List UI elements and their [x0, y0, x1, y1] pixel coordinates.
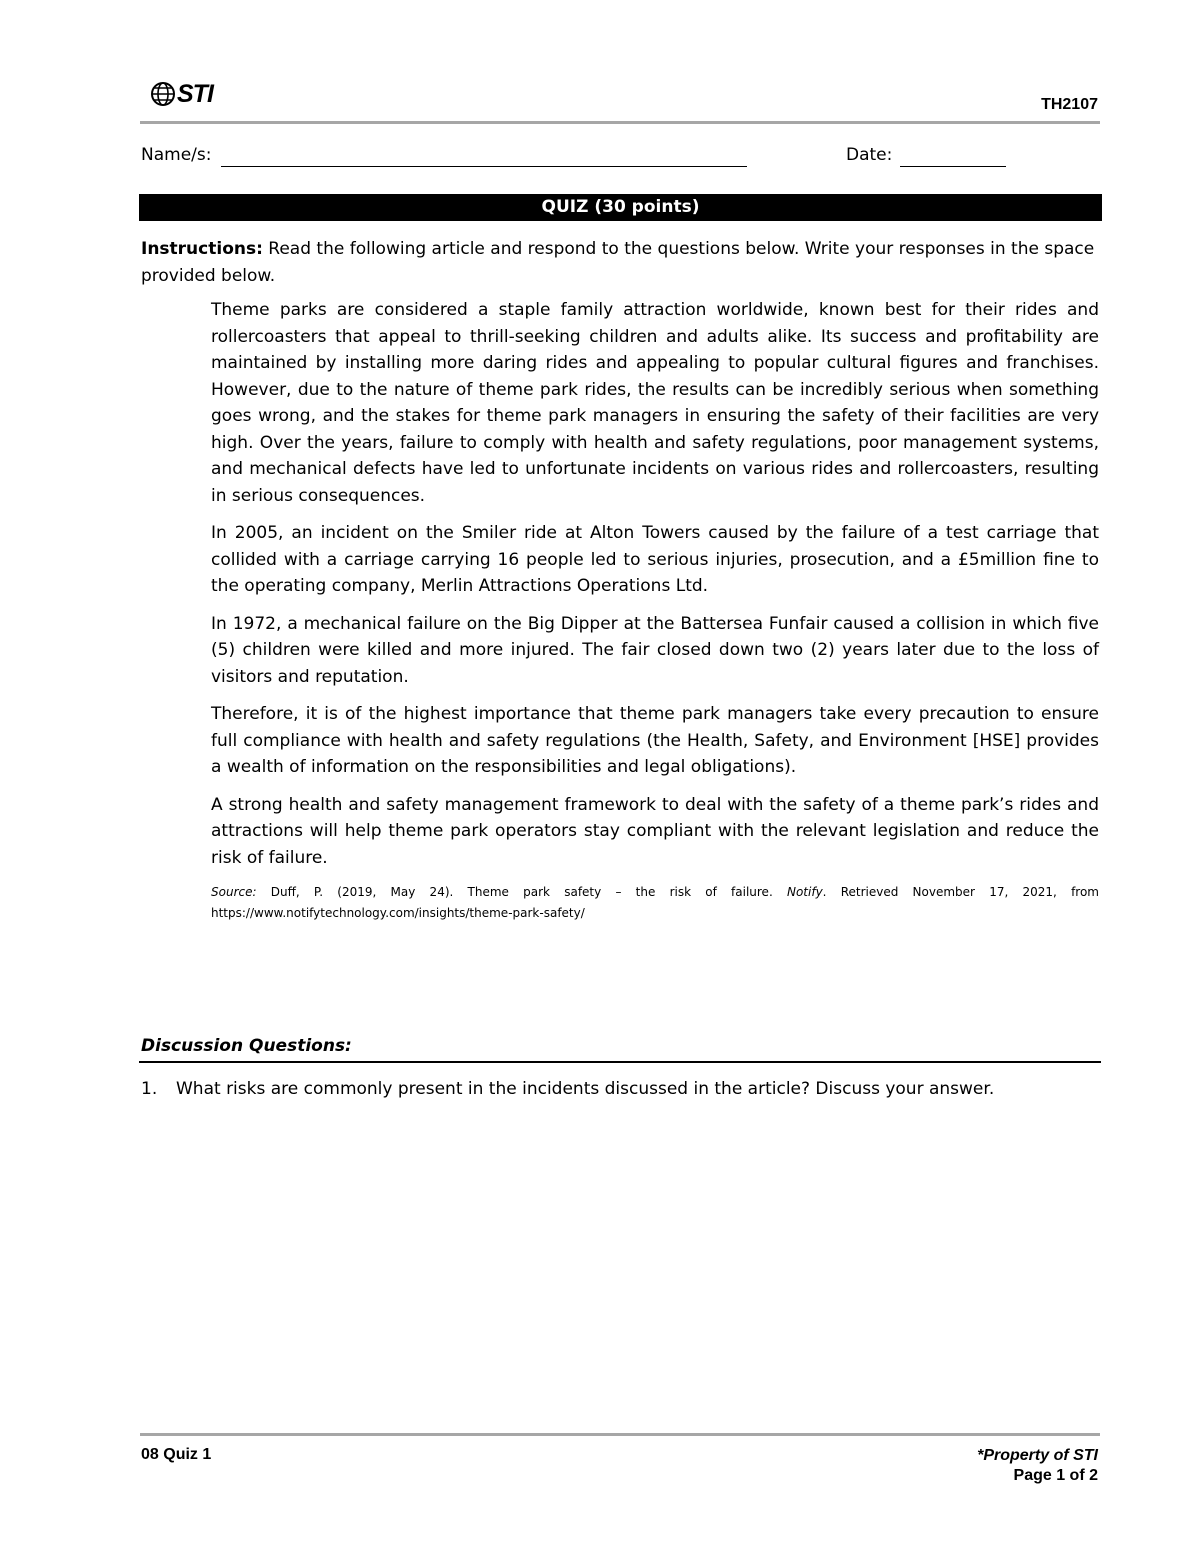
- discussion-title: Discussion Questions:: [141, 1036, 352, 1056]
- discussion-divider: [139, 1061, 1101, 1063]
- logo-text: STI: [177, 79, 213, 108]
- header-divider: [140, 121, 1100, 124]
- source-citation: [211, 882, 1099, 924]
- instructions-label: Instructions:: [141, 239, 263, 259]
- article-paragraph: Therefore, it is of the highest importance that theme park managers take every precaution to ensure full compliance with health and safety regulations (the Health, Safety, and Environment [HSE] provides a wealth of information on the responsibilities and legal obligations).: [211, 704, 1099, 777]
- instructions-text: Read the following article and respond to the questions below. Write your responses in the space provided below.: [141, 239, 1095, 286]
- property-notice: *Property of STI: [977, 1447, 1098, 1464]
- source-label: Source:: [211, 885, 257, 899]
- article-paragraph: In 1972, a mechanical failure on the Big Dipper at the Battersea Funfair caused a collision in which five (5) children were killed and more injured. The fair closed down two (2) years later due to the loss of visitors and reputation.: [211, 613, 1099, 687]
- footer-divider: [140, 1433, 1100, 1436]
- quiz-title: QUIZ (30 points): [139, 194, 1102, 221]
- footer-title: 08 Quiz 1: [141, 1446, 212, 1463]
- name-field[interactable]: [221, 146, 747, 167]
- source-publication: Notify: [786, 885, 823, 899]
- question-item: [141, 1076, 1099, 1103]
- name-label: Name/s:: [141, 145, 212, 165]
- article-paragraph: A strong health and safety management framework to deal with the safety of a theme park’s rides and attractions will help theme park operators stay compliant with the relevant legislation and reduce the risk of failure.: [211, 794, 1099, 868]
- sti-logo: [150, 76, 230, 112]
- question-text: What risks are commonly present in the incidents discussed in the article? Discuss your answer.: [176, 1079, 995, 1099]
- article-paragraph: Theme parks are considered a staple family attraction worldwide, known best for their rides and rollercoasters that appeal to thrill-seeking children and adults alike. Its success and profitability are maintained by installing more daring rides and appealing to popular cultural figures and franchises. However, due to the nature of theme park rides, the results can be incredibly serious when something goes wrong, and the stakes for theme park managers in ensuring the safety of their facilities are very high. Over the years, failure to comply with health and safety regulations, poor management systems, and mechanical defects have led to unfortunate incidents on various rides and rollercoasters, resulting in serious consequences.: [211, 300, 1099, 506]
- article: [211, 297, 1099, 935]
- article-paragraph: In 2005, an incident on the Smiler ride at Alton Towers caused by the failure of a test carriage that collided with a carriage carrying 16 people led to serious injuries, prosecution, and a £5million fine to the operating company, Merlin Attractions Operations Ltd.: [211, 523, 1099, 596]
- footer-info: [977, 1446, 1098, 1486]
- document-code: TH2107: [1041, 96, 1098, 113]
- source-text: Duff, P. (2019, May 24). Theme park safety – the risk of failure.: [256, 885, 787, 899]
- globe-icon: [150, 81, 176, 107]
- source-text-retrieved: . Retrieved November 17, 2021, from https://www.notifytechnology.com/insights/theme-park-safety/: [211, 885, 1099, 920]
- date-label: Date:: [846, 145, 893, 165]
- date-field[interactable]: [900, 146, 1006, 167]
- page-number: Page 1 of 2: [1013, 1467, 1098, 1484]
- instructions: [141, 236, 1099, 290]
- question-number: 1.: [141, 1079, 158, 1099]
